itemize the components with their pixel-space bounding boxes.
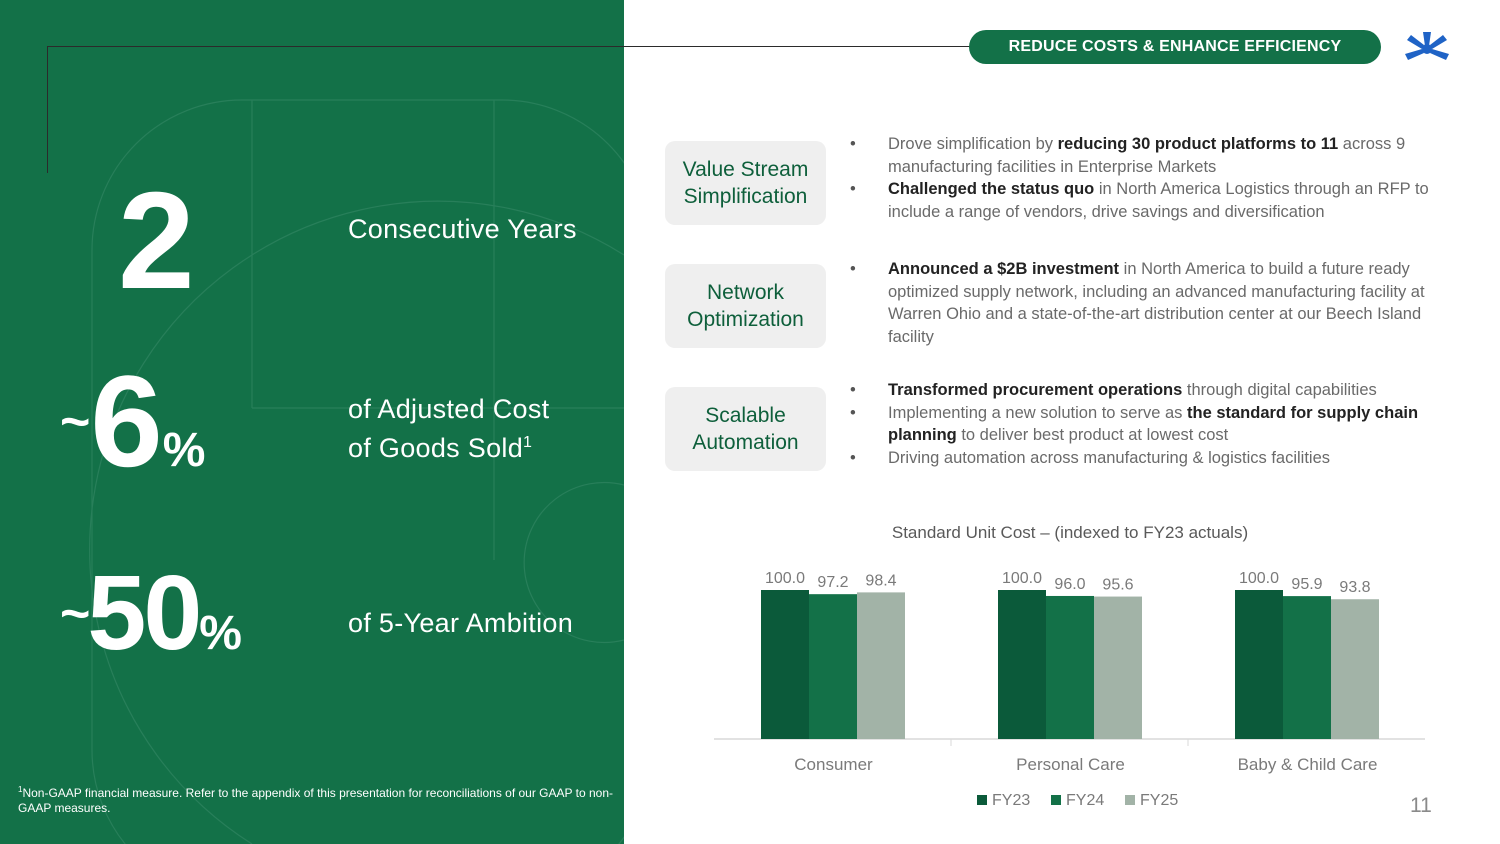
bullet-dot-icon: • [850, 180, 856, 198]
bullet-emphasis: Challenged the status quo [888, 180, 1095, 198]
stat-value-years: 2 [118, 164, 195, 318]
bar [1283, 596, 1331, 739]
header-rule-vertical [47, 46, 48, 173]
bar [1331, 599, 1379, 739]
category-label: Personal Care [1016, 755, 1125, 774]
legend-label: FY24 [1066, 792, 1105, 809]
bullet-dot-icon: • [850, 403, 856, 422]
bullet-item [850, 178, 1455, 223]
bullets-automation [850, 379, 1462, 469]
bullet-text: in North America to build a future ready optimized supply network, including an advanced manufacturing facility at Warren Ohio and a state-of-the-art distribution center at our Beech Island facility [888, 260, 1425, 346]
chart-title: Standard Unit Cost – (indexed to FY23 actuals) [891, 523, 1249, 542]
legend-label: FY25 [1140, 792, 1179, 809]
page-number: 11 [1410, 794, 1432, 817]
bullet-item [850, 258, 1430, 348]
bullet-item [850, 447, 1462, 470]
bullet-dot-icon: • [850, 135, 856, 153]
bullet-text: across 9 manufacturing facilities in Enterprise Markets [888, 135, 1406, 176]
bullet-item [850, 133, 1455, 178]
bar [761, 590, 809, 739]
data-label: 100.0 [1001, 570, 1043, 587]
bar [809, 594, 857, 739]
asterisk-brand-icon [1404, 30, 1450, 66]
bullet-item [850, 402, 1462, 447]
bullet-emphasis: Announced a $2B investment [888, 260, 1120, 278]
data-label: 95.6 [1102, 576, 1134, 594]
bar [1094, 597, 1142, 739]
bullet-text: Implementing a new solution to serve as [888, 403, 1187, 422]
data-label: 96.0 [1054, 575, 1086, 593]
data-label: 98.4 [865, 572, 897, 590]
legend-label: FY23 [992, 792, 1031, 809]
data-label: 100.0 [764, 570, 806, 587]
bullet-text: in North America Logistics through an RFP to include a range of vendors, drive savings and diversification [888, 180, 1429, 221]
bar [1235, 590, 1283, 739]
category-label: Baby & Child Care [1237, 755, 1378, 774]
section-pill: REDUCE COSTS & ENHANCE EFFICIENCY [969, 30, 1381, 64]
legend-swatch [1125, 795, 1135, 805]
bar [857, 592, 905, 739]
bullet-item [850, 379, 1462, 402]
stat-label-years: Consecutive Years [348, 214, 577, 244]
bullet-dot-icon: • [850, 381, 856, 399]
bullet-text: Drove simplification by [888, 135, 1058, 153]
legend-swatch [1051, 795, 1061, 805]
stat-label-ambition: of 5-Year Ambition [348, 608, 574, 638]
bullet-text: Driving automation across manufacturing & logistics facilities [888, 448, 1331, 467]
bullets-value-stream [850, 133, 1455, 223]
bullet-dot-icon: • [850, 448, 856, 467]
stat-value-ambition: ~50% [60, 554, 242, 672]
bar [1046, 596, 1094, 739]
data-label: 93.8 [1339, 579, 1371, 597]
bar [998, 590, 1046, 739]
card-network: Network Optimization [665, 264, 826, 348]
data-label: 100.0 [1238, 570, 1280, 587]
bullet-emphasis: reducing 30 product platforms to 11 [1057, 135, 1339, 153]
category-label: Consumer [794, 755, 873, 774]
data-label: 97.2 [817, 574, 849, 592]
bullet-emphasis: Transformed procurement operations [888, 381, 1183, 399]
card-automation: Scalable Automation [665, 387, 826, 471]
bullet-emphasis: the standard for supply chain planning [888, 403, 1419, 444]
footnote: $^1$Non-GAAP financial measure. Refer to the appendix of this presentation for reconciliations of our GAAP to non-GAAP measures. [18, 785, 614, 815]
bullet-text: to deliver best product at lowest cost [956, 426, 1229, 444]
header-rule [47, 46, 972, 47]
bullets-network [850, 258, 1430, 348]
legend-swatch [977, 795, 987, 805]
stats-panel [0, 0, 624, 844]
data-label: 95.9 [1291, 576, 1323, 594]
bullet-text: through digital capabilities [1182, 381, 1377, 399]
stat-label-cogs: of Adjusted Cost of Goods Sold$^1$ [348, 394, 550, 463]
stat-value-cogs: ~6% [60, 348, 206, 494]
bar-chart [700, 520, 1460, 820]
bullet-dot-icon: • [850, 260, 856, 278]
card-value-stream: Value Stream Simplification [665, 141, 826, 225]
